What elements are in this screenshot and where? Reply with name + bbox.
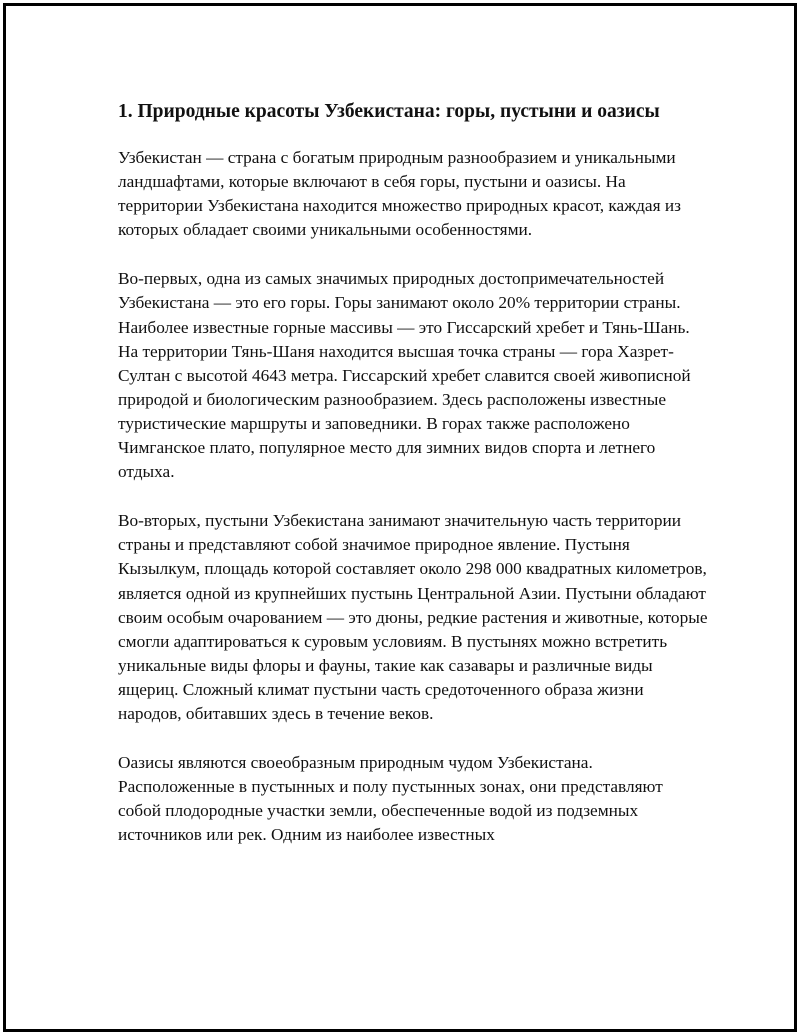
document-body bbox=[118, 98, 708, 872]
paragraph-deserts: Во-вторых, пустыни Узбекистана занимают значительную часть территории страны и представляют собой значимое природное явление. Пустыня Кызылкум, площадь которой составляет около 298 000 квадратных километров, является одной из крупнейших пустынь Центральной Азии. Пустыни обладают своим особым очарованием — это дюны, редкие растения и животные, которые смогли адаптироваться к суровым условиям. В пустынях можно встретить уникальные виды флоры и фауны, такие как сазавары и различные виды ящериц. Сложный климат пустыни часть средоточенного образа жизни народов, обитавших здесь в течение веков. bbox=[118, 511, 708, 723]
paragraph-mountains: Во-первых, одна из самых значимых природных достопримечательностей Узбекистана — это его горы. Горы занимают около 20% территории страны. Наиболее известные горные массивы — это Гиссарский хребет и Тянь-Шань. На территории Тянь-Шаня находится высшая точка страны — гора Хазрет-Султан с высотой 4643 метра. Гиссарский хребет славится своей живописной природой и биологическим разнообразием. Здесь расположены известные туристические маршруты и заповедники. В горах также расположено Чимганское плато, популярное место для зимних видов спорта и летнего отдыха. bbox=[118, 269, 691, 482]
page-frame bbox=[3, 3, 797, 1032]
section-heading: 1. Природные красоты Узбекистана: горы, пустыни и оазисы bbox=[118, 101, 660, 122]
paragraph-intro: Узбекистан — страна с богатым природным разнообразием и уникальными ландшафтами, которые включают в себя горы, пустыни и оазисы. На территории Узбекистана находится множество природных красот, каждая из которых обладает своими уникальными особенностями. bbox=[118, 148, 681, 240]
paragraph-oases: Оазисы являются своеобразным природным чудом Узбекистана. Расположенные в пустынных и полу пустынных зонах, они представляют собой плодородные участки земли, обеспеченные водой из подземных источников или рек. Одним из наиболее известных bbox=[118, 753, 663, 845]
